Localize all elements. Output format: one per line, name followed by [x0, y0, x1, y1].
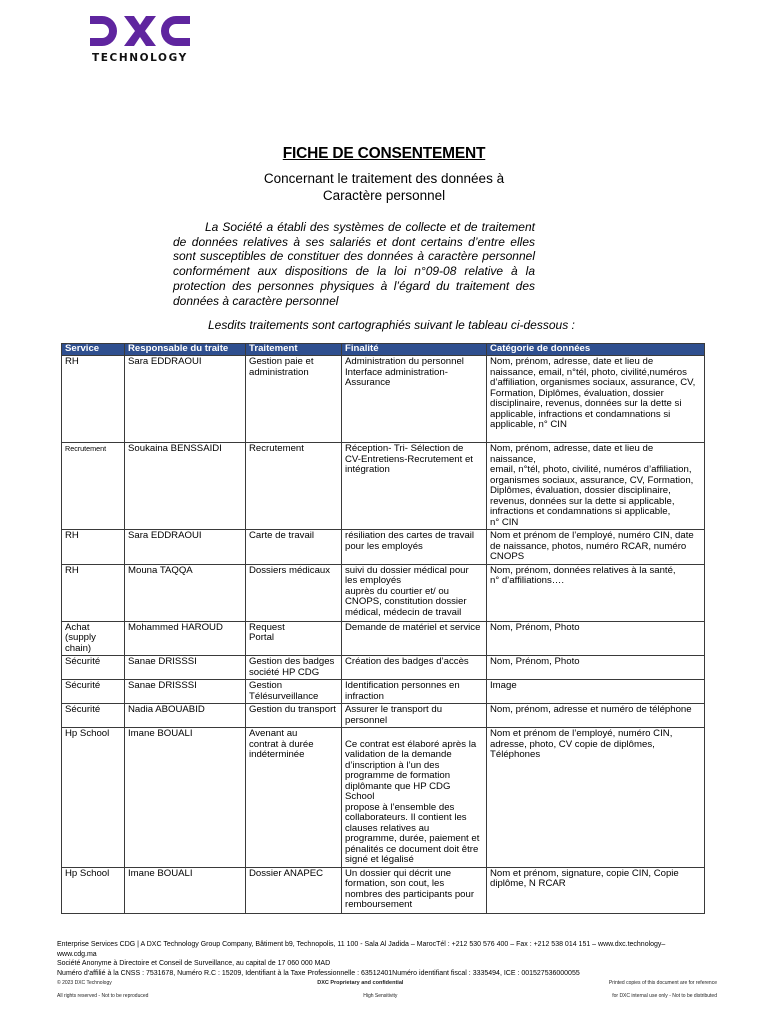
logo-subtext: TECHNOLOGY	[92, 52, 188, 64]
table-row	[62, 680, 705, 704]
table-row	[62, 530, 705, 565]
cell-service: RH	[62, 356, 125, 443]
header-traitement: Traitement	[246, 344, 342, 356]
cell-categorie: Nom et prénom, signature, copie CIN, Copie diplôme, N RCAR	[487, 867, 705, 913]
cell-responsable: Mohammed HAROUD	[125, 621, 246, 656]
cell-finalite: Demande de matériel et service	[342, 621, 487, 656]
footer-copyright: © 2023 DXC Technology	[57, 980, 112, 986]
cell-responsable: Mouna TAQQA	[125, 564, 246, 621]
cell-service: Sécurité	[62, 704, 125, 728]
footer-rights: All rights reserved - Not to be reproduced	[57, 993, 149, 999]
cell-service: Recrutement	[62, 443, 125, 530]
footer-internal-use: for DXC internal use only - Not to be distributed	[612, 993, 717, 999]
cell-categorie: Nom, prénom, données relatives à la santé, n° d’affiliations….	[487, 564, 705, 621]
cell-responsable: Imane BOUALI	[125, 867, 246, 913]
cell-finalite: Réception- Tri- Sélection de CV-Entretiens-Recrutement et intégration	[342, 443, 487, 530]
cell-service: Hp School	[62, 867, 125, 913]
footer-sensitivity: High Sensitivity	[363, 993, 398, 999]
cell-responsable: Sara EDDRAOUI	[125, 356, 246, 443]
footer-registration: Numéro d’affilié à la CNSS : 7531678, Numéro R.C : 15209, Identifiant à la Taxe Professionnelle : 63512401Numéro identifiant fiscal : 3335494, ICE : 001527536000055	[57, 969, 580, 977]
cell-traitement: Gestion du transport	[246, 704, 342, 728]
cell-finalite: Un dossier qui décrit une formation, son cout, les nombres des participants pour remboursement	[342, 867, 487, 913]
subtitle-line-2: Caractère personnel	[322, 188, 446, 203]
table-header-row	[62, 344, 705, 356]
dxc-logo-mark	[88, 12, 192, 50]
cell-finalite: Identification personnes en infraction	[342, 680, 487, 704]
cell-finalite: Administration du personnel Interface administration- Assurance	[342, 356, 487, 443]
footer-address: Enterprise Services CDG | A DXC Technology Group Company, Bâtiment b9, Technopolis, 11 100 - Sala Al Jadida – MarocTél : +212 530 576 400 – Fax : +212 538 014 151 – www.dxc.technology–	[57, 941, 666, 948]
cell-categorie: Nom, prénom, adresse, date et lieu de naissance, email, n°tél, photo, civilité,numéros d’affiliation, organismes sociaux, assurance, CV, Formation, Diplômes, évaluation, dossier disciplinaire, revenus, données sur la dette si applicable, infractions et condamnations si applicable, n° CIN	[487, 356, 705, 443]
cell-traitement: Carte de travail	[246, 530, 342, 565]
cell-service: RH	[62, 530, 125, 565]
cell-traitement: Gestion Télésurveillance	[246, 680, 342, 704]
cell-finalite: Assurer le transport du personnel	[342, 704, 487, 728]
table-row	[62, 867, 705, 913]
cell-traitement: Avenant au contrat à durée indéterminée	[246, 728, 342, 868]
table-row	[62, 356, 705, 443]
cell-traitement: Recrutement	[246, 443, 342, 530]
data-processing-table	[61, 343, 705, 914]
subtitle-line-1: Concernant le traitement des données à	[263, 171, 505, 186]
header-categorie: Catégorie de données	[487, 344, 705, 356]
cell-responsable: Soukaina BENSSAIDI	[125, 443, 246, 530]
document-subtitle	[0, 170, 768, 204]
cell-service: Achat (supply chain)	[62, 621, 125, 656]
company-footer	[57, 940, 717, 978]
cell-service: Hp School	[62, 728, 125, 868]
header-responsable: Responsable du traite	[125, 344, 246, 356]
table-row	[62, 704, 705, 728]
cell-categorie: Image	[487, 680, 705, 704]
header-service: Service	[62, 344, 125, 356]
cell-categorie: Nom, prénom, adresse et numéro de téléphone	[487, 704, 705, 728]
table-row	[62, 621, 705, 656]
cell-categorie: Nom, Prénom, Photo	[487, 621, 705, 656]
cell-traitement: Request Portal	[246, 621, 342, 656]
table-row	[62, 443, 705, 530]
cell-responsable: Sanae DRISSSI	[125, 656, 246, 680]
footer-classification-row	[57, 980, 717, 986]
table-row	[62, 656, 705, 680]
cell-finalite: Création des badges d’accès	[342, 656, 487, 680]
document-title: FICHE DE CONSENTEMENT	[282, 145, 486, 162]
cell-service: Sécurité	[62, 680, 125, 704]
cell-service: RH	[62, 564, 125, 621]
footer-print-note: Printed copies of this document are for reference	[608, 980, 717, 986]
cell-categorie: Nom et prénom de l’employé, numéro CIN, adresse, photo, CV copie de diplômes, Téléphones	[487, 728, 705, 868]
header-finalite: Finalité	[342, 344, 487, 356]
footer-confidentiality: DXC Proprietary and confidential	[317, 980, 404, 986]
intro-paragraph: La Société a établi des systèmes de collecte et de traitement de données relatives à ses salariés et dont certains d’entre elles sont susceptibles de constituer des données à caractère personnel conformément aux dispositions de la loi n°09-08 relative à la protection des personnes physiques à l’égard du traitement des données à caractère personnel	[173, 220, 535, 308]
cell-finalite: suivi du dossier médical pour les employés auprès du courtier et/ ou CNOPS, constitution dossier médical, médecin de travail	[342, 564, 487, 621]
dxc-logo	[88, 12, 198, 66]
cell-responsable: Nadia ABOUABID	[125, 704, 246, 728]
cell-responsable: Sanae DRISSSI	[125, 680, 246, 704]
cell-traitement: Dossiers médicaux	[246, 564, 342, 621]
cell-service: Sécurité	[62, 656, 125, 680]
lead-sentence: Lesdits traitements sont cartographiés suivant le tableau ci-dessous :	[208, 318, 575, 332]
footer-website: www.cdg.ma	[57, 950, 97, 958]
footer-rights-row	[57, 993, 717, 999]
cell-finalite: résiliation des cartes de travail pour les employés	[342, 530, 487, 565]
table-row	[62, 564, 705, 621]
cell-traitement: Gestion des badges société HP CDG	[246, 656, 342, 680]
cell-categorie: Nom, prénom, adresse, date et lieu de naissance, email, n°tél, photo, civilité, numéros d’affiliation, organismes sociaux, assurance, CV, Formation, Diplômes, évaluation, dossier disciplinaire, revenus, données sur la dette si applicable, infractions et condamnations si applicable, n° CIN	[487, 443, 705, 530]
cell-traitement: Dossier ANAPEC	[246, 867, 342, 913]
cell-categorie: Nom et prénom de l’employé, numéro CIN, date de naissance, photos, numéro RCAR, numéro CNOPS	[487, 530, 705, 565]
cell-finalite: Ce contrat est élaboré après la validation de la demande d’inscription à l’un des programme de formation diplômante que HP CDG School propose à l’ensemble des collaborateurs. Il contient les clauses relatives au programme, durée, paiement et pénalités ce document doit être signé et légalisé	[342, 728, 487, 868]
cell-traitement: Gestion paie et administration	[246, 356, 342, 443]
cell-categorie: Nom, Prénom, Photo	[487, 656, 705, 680]
footer-legal-form: Société Anonyme à Directoire et Conseil de Surveillance, au capital de 17 060 000 MAD	[57, 960, 331, 967]
table-row	[62, 728, 705, 868]
cell-responsable: Imane BOUALI	[125, 728, 246, 868]
cell-responsable: Sara EDDRAOUI	[125, 530, 246, 565]
